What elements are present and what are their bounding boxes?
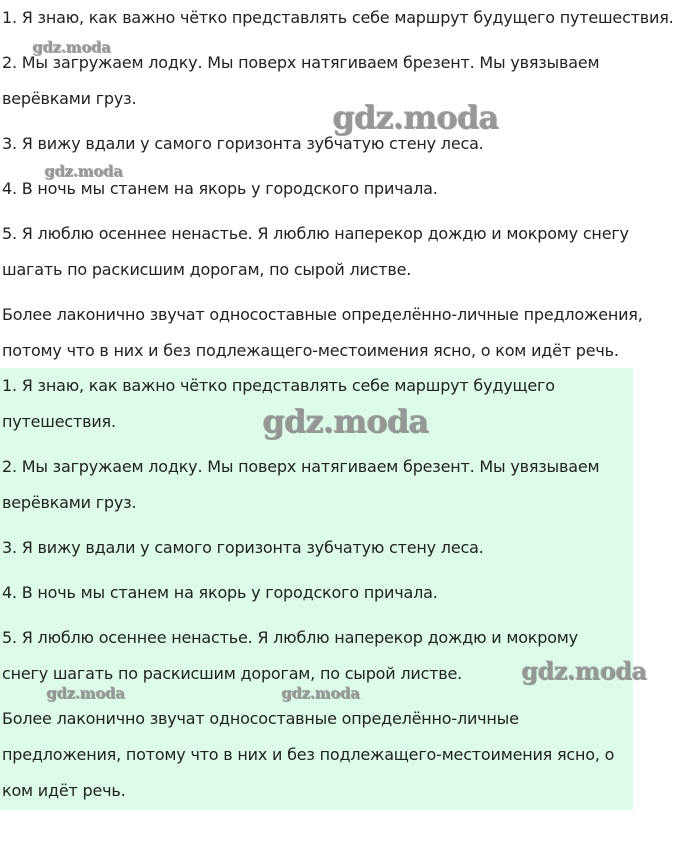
watermark-logo: gdz.moda [281,684,360,702]
sentence-5 [2,216,629,288]
watermark-logo: gdz.moda [262,402,428,440]
watermark-logo: gdz.moda [521,656,647,685]
sentence-4 [2,171,438,207]
text-line: 5. Я люблю осеннее ненастье. Я люблю наперекор дождю и мокрому [2,628,578,647]
answer-sentence-2 [2,449,599,521]
watermark-logo: gdz.moda [46,684,125,702]
text-line: верёвками груз. [2,89,137,108]
watermark-logo: gdz.moda [332,98,498,136]
watermark-logo: gdz.moda [32,38,111,56]
sentence-2 [2,45,599,117]
text-line: верёвками груз. [2,493,137,512]
text-line: 1. Я знаю, как важно чётко представлять себе маршрут будущего [2,376,555,395]
text-line: 2. Мы загружаем лодку. Мы поверх натягиваем брезент. Мы увязываем [2,53,600,72]
text-line: 5. Я люблю осеннее ненастье. Я люблю наперекор дождю и мокрому снегу [2,224,629,243]
text-line: 2. Мы загружаем лодку. Мы поверх натягиваем брезент. Мы увязываем [2,457,600,476]
sentence-3 [2,126,484,162]
text-line: 1. Я знаю, как важно чётко представлять себе маршрут будущего путешествия. [2,8,674,27]
watermark-logo: gdz.moda [44,162,123,180]
text-line: путешествия. [2,412,116,431]
answer-sentence-4 [2,575,438,611]
text-line: 3. Я вижу вдали у самого горизонта зубчатую стену леса. [2,134,484,153]
conclusion-paragraph [2,297,643,369]
text-line: предложения, потому что в них и без подлежащего-местоимения ясно, о [2,745,615,764]
text-line: 4. В ночь мы станем на якорь у городского причала. [2,179,438,198]
text-line: потому что в них и без подлежащего-местоимения ясно, о ком идёт речь. [2,341,619,360]
text-line: Более лаконично звучат односоставные определённо-личные [2,709,519,728]
answer-sentence-1 [2,368,555,440]
answer-conclusion-paragraph [2,701,614,809]
text-line: 4. В ночь мы станем на якорь у городского причала. [2,583,438,602]
text-line: снегу шагать по раскисшим дорогам, по сырой листве. [2,664,463,683]
text-line: ком идёт речь. [2,781,126,800]
sentence-1 [2,0,674,36]
text-line: 3. Я вижу вдали у самого горизонта зубчатую стену леса. [2,538,484,557]
answer-block [0,368,633,810]
text-line: Более лаконично звучат односоставные определённо-личные предложения, [2,305,643,324]
answer-sentence-3 [2,530,484,566]
answer-sentence-5 [2,620,578,692]
text-line: шагать по раскисшим дорогам, по сырой листве. [2,260,412,279]
